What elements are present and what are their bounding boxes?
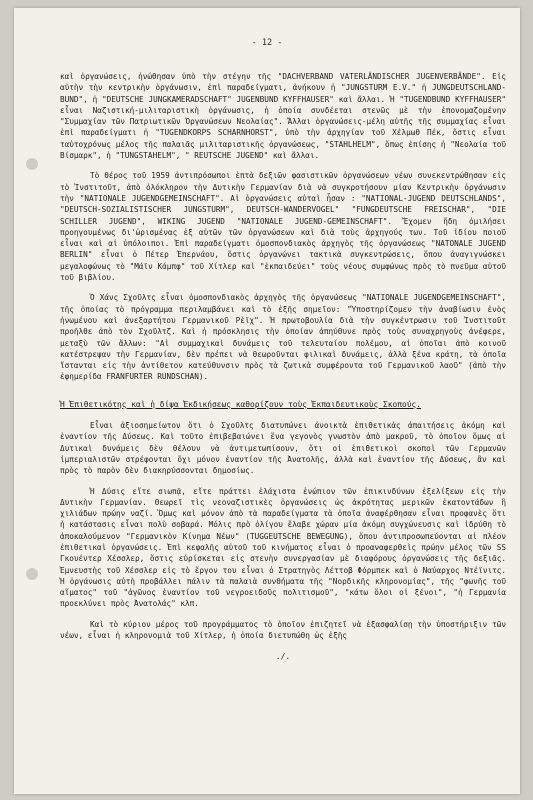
section-heading: Ἡ Ἐπιθετικότης καὶ ἡ δίψα Ἐκδικήσεως καθορίζουν τοὺς Ἐκπαιδευτικοὺς Σκοπούς.	[60, 399, 422, 409]
paragraph: Ἡ Δύσις εἴτε σιωπᾷ, εἴτε πράττει ἐλάχιστα ἐνώπιον τῶν ἐπικινδύνων ἐξελίξεων εἰς τὴν Δυτικὴν Γερμανίαν. Θεωρεῖ τὶς νεοναζιστικὲς ὀργανώσεις ὡς ἀκρότητας μερικῶν ἑκατοντάδων ἢ χιλιάδων πρώην ναζί. Ὅμως καὶ μόνον ἀπὸ τὰ παραδείγματα τὰ ὁποῖα ἀναφέρθησαν εἶναι προφανὲς ὅτι ἡ κατάστασις εἶναι πολὺ σοβαρά. Μόλις πρὸ ὀλίγου ἔλαβε χώραν μία ἀκόμη συγχώνευσις καὶ ἱδρύθη τὸ ἀποκαλούμενον "Γερμανικὸν Κίνημα Νέων" (TUGGEUTSCHE BEWEGUNG), ὅπου ἀντιπροσωπεύονται αἱ πλέον ἐπιθετικαὶ ὀργανώσεις. Ἐπὶ κεφαλῆς αὐτοῦ τοῦ κινήματος εἶναι ὁ προαναφερθεὶς πρώην μέλος τῶν SS Γκουέντερ Χέσσλερ, ὅστις εὑρίσκεται εἰς στενὴν συνεργασίαν μὲ διαφόρους ὀργανώσεις τῆς δεξιᾶς. Ἐμνευστὴς τοῦ Χέσσλερ εἰς τὸ ἔργον του εἶναι ὁ Στρατηγὸς Λέττοβ Φόρμπεκ καὶ ὁ Ναύαρχος Ντέϊνιτς. Ἡ ὀργάνωσις αὐτὴ προβάλλει πάλιν τὰ παλαιὰ συνθήματα τῆς "Νορδικῆς κληρονομίας", τῆς "φωνῆς τοῦ αἵματος" τοῦ "ἀγῶνος ἐναντίον τοῦ νεγροειδοῦς πολιτισμοῦ", "κάτω ὅλοι οἱ ξένοι", "ἡ Γερμανία προεκλύνει πρὸς Ἀνατολάς" κλπ.	[60, 486, 506, 609]
punch-hole	[26, 158, 38, 170]
paragraph: Τὸ θέρος τοῦ 1959 ἀντιπρόσωποι ἑπτὰ δεξιῶν φασιστικῶν ὀργανώσεων νέων συνεκεντρώθησαν εἰς τὸ Ἰνστιτοῦτ, ἀπὸ ὁλόκληρον τὴν Δυτικὴν Γερμανίαν διὰ νὰ συγκροτήσουν μίαν Κεντρικὴν ὀργάνωσιν τὴν "NATIONALE JUGENDGEMEINSCHAFT". Αἱ ὀργανώσεις αὐταὶ ἦσαν : "NATIONAL-JUGEND DEUTSCHLANDS", "DEUTSCH-SOZIALISTISCHER JUNGSTURM", DEUTSCH-WANDERVOGEL" "FUNGDEUTSCHE FREISCHAR", "DIE SCHILLER JUGEND", WIKING JUGEND "NATIONALE JUGEND-GEMEINSCHAFT". Ἔχομεν ἤδη ὁμιλήσει προηγουμένως δι'ὡρισμένας ἐξ αὐτῶν τῶν ὀργανώσεων καὶ διὰ τοὺς ἀρχηγούς των. Τοῦ ἰδίου ποιοῦ εἶναι καὶ αἱ ὑπόλοιποι. Ἐπὶ παραδείγματι ὁμοσπονδιακὸς ἀρχηγὸς τῆς ὀργανώσεως "NATONALE JUGEND BERLIN" εἶναι ὁ Πέτερ Ἐπερνάου, ὅστις ὀργανώνει τακτικὰ συγκεντρώσεις, ὅπου ἀναγιγνώσκει μεγαλοφώνως τὸ "Μάϊν Κάμπφ" τοῦ Χίτλερ καὶ "ἐκπαιδεύει" τοὺς νέους συμφώνως πρὸς τὸ πνεῦμα αὐτοῦ τοῦ βιβλίου.	[60, 171, 506, 283]
punch-hole	[26, 568, 38, 580]
document-page	[14, 8, 520, 794]
paragraph: Ὁ Χάνς Σχοῦλτς εἶναι ὁμοσπονδιακὸς ἀρχηγὸς τῆς ὀργανώσεως "NATIONALE JUGENDGEMEINSCHAFT", τῆς ὁποίας τὸ πρόγραμμα περιλαμβάνει καὶ τὸ ἑξῆς σημεῖον: "Ὑποστηρίζομεν τὴν ἀναβίωσιν ἑνὸς ἡνωμένου καὶ ἀνεξαρτήτου Γερμανικοῦ Ρὲϊχ". Ἡ πρωτοβουλία διὰ τὴν συγκέντρωσιν τοῦ Ἰνστιτοῦτ προῆλθε ἀπὸ τὸν Σχοῦλτζ. Καὶ ἡ πρόσκλησις τὴν ὁποίαν ἀπηύθυνε πρὸς τοὺς συναχρηγοὺς ἀνέφερε, μεταξὺ τῶν ἄλλων: "Αἱ συμμαχικαὶ δυνάμεις τοῦ τελευταίου πολέμου, αἱ ὁποῖαι ἀπὸ κοινοῦ κατέστρεψαν τὴν Γερμανίαν, δὲν πρέπει νὰ θεωροῦνται φιλικαὶ δυνάμεις, ἀλλὰ ξένα κράτη, τὰ ὁποῖα ἵστανται εἰς τὴν ἀντίθετον κατεύθυνσιν πρὸς τὰ ζωτικὰ συμφέροντα τοῦ Γερμανικοῦ λαοῦ" (ἀπὸ τὴν ἐφημερίδα FRANFURTER RUNDSCHAN).	[60, 293, 506, 382]
paragraph: καὶ ὀργανώσεις, ἡνώθησαν ὑπὸ τὴν στέγην τῆς "DACHVERBAND VATERLÄNDISCHER JUGENVERBÄNDE". Εἰς αὐτὴν τὴν κεντρικὴν ὀργάνωσιν, ἐπὶ παραδείγματι, ἀνήκουν ἡ "JUNGSTURM E.V." ἡ JUNGDEUTSCHLAND-BUND", ἡ "DEUTSCHE JUNGKAMERADSCHAFT" JUGENBUND KYFFHAUSER" καὶ ἄλλαι. Ἡ "TUGENDBUND KYFFHAUSER" εἶναι Ναζιστική-μιλιταριστικὴ ὀργάνωσις, ἡ ὁποία συνδέεται στενῶς μὲ τὴν ἐπονομαζομένην "Συμμαχίαν τῶν Πατριωτικῶν Ὀργανώσεων Νεολαίας". Ἄλλαι ὀργανώσεις-μέλη αὐτῆς τῆς συμμαχίας εἶναι ἐπὶ παραδείγματι ἡ "TUGENDKORPS SCHARNHORST", ὑπὸ τὴν ἀρχηγίαν τοῦ Χέλμωθ Πέκ, ὅστις εἶναι ταὐτοχρόνως μέλος τῆς παλαιᾶς μιλιταριστικῆς ὀργανώσεως, "STAHLHELM", ὅπως ἐπίσης ἡ "Νεολαία τοῦ Βίσμαρκ", ἡ "TUNGSTAHELM", " REUTSCHE JUGEND" καὶ ἄλλαι.	[60, 72, 506, 161]
continuation-mark: ./.	[275, 652, 291, 662]
page-number: - 12 -	[251, 38, 283, 48]
paragraph: Εἶναι ἀξιοσημείωτον ὅτι ὁ Σχοῦλτς διατυπώνει ἀνοικτὰ ἐπιθετικὰς ἀπαιτήσεις ἀκόμη καὶ ἐναντίον τῆς Δύσεως. Καὶ τοῦτο ἐπιβεβαιώνει ἕνα γεγονὸς γνωστὸν ἀπὸ μακροῦ, τὸ ὁποῖον ὅμως αἱ Δυτικαὶ δυνάμεις δὲν θέλουν νὰ ἀντιμετωπίσουν, ὅτι οἱ ἐπιθετικοὶ σκοποὶ τῶν Γερμανῶν ἰμπεριαλιστῶν στρέφονται ὄχι μόνον ἐναντίον τῆς Ἀνατολῆς, ἀλλὰ καὶ ἐναντίον τῆς Δύσεως, ἂν καὶ πρὸς τὸ παρὸν δὲν διακηρύσσονται δημοσίως.	[60, 421, 506, 476]
paragraph: Καὶ τὸ κύριον μέρος τοῦ προγράμματος τὸ ὁποῖον ἐπιζητεῖ νὰ ἐξασφαλίσῃ τὴν ὑποστήριξιν τῶν νέων, εἶναι ἡ κληρονομιὰ τοῦ Χίτλερ, ἡ ὁποία διετυπώθη ὡς ἐξῆς	[60, 619, 506, 641]
document-body	[60, 71, 506, 663]
